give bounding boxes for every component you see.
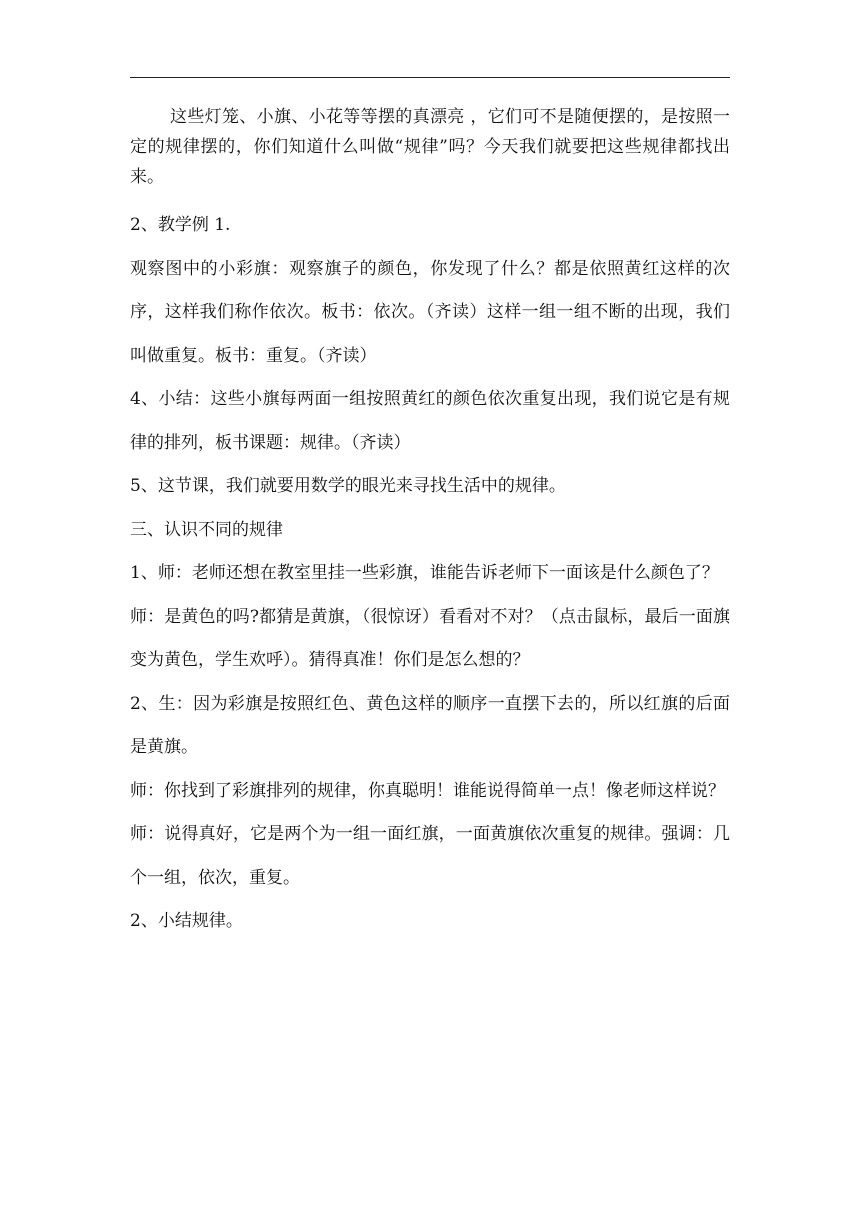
intro-paragraph: 这些灯笼、小旗、小花等等摆的真漂亮 ，它们可不是随便摆的，是按照一定的规律摆的，你们知道什么叫做“规律”吗？今天我们就要把这些规律都找出来。 [130, 107, 730, 187]
paragraph-observe-flags: 观察图中的小彩旗：观察旗子的颜色，你发现了什么？都是依照黄红这样的次序，这样我们称作依次。板书：依次。（齐读）这样一组一组不断的出现，我们叫做重复。板书：重复。（齐读） [130, 258, 730, 366]
paragraph-teacher-praise: 师：你找到了彩旗排列的规律，你真聪明！谁能说得简单一点！像老师这样说？ [130, 780, 725, 801]
paragraph-student-answer: 2、生：因为彩旗是按照红色、黄色这样的顺序一直摆下去的，所以红旗的后面是黄旗。 [130, 693, 730, 757]
paragraph-teacher-reveal: 师：是黄色的吗?都猜是黄旗，（很惊讶）看看对不对？（点击鼠标，最后一面旗变为黄色，学生欢呼）。猜得真准！你们是怎么想的？ [130, 606, 730, 670]
paragraph-summary-rule: 2、小结规律。 [130, 911, 243, 931]
paragraph-lesson-goal: 5、这节课，我们就要用数学的眼光来寻找生活中的规律。 [130, 476, 566, 496]
paragraph-teacher-question: 1、师：老师还想在教室里挂一些彩旗，谁能告诉老师下一面该是什么颜色了？ [130, 563, 719, 583]
paragraph-summary: 4、小结：这些小旗每两面一组按照黄红的颜色依次重复出现，我们说它是有规律的排列，板书课题：规律。（齐读） [130, 389, 730, 453]
header-rule [130, 77, 730, 78]
document-body [130, 102, 730, 944]
section-heading: 三、认识不同的规律 [130, 519, 283, 540]
paragraph-example-heading: 2、教学例 1. [130, 215, 231, 235]
paragraph-teacher-emphasis: 师：说得真好，它是两个为一组一面红旗，一面黄旗依次重复的规律。强调：几个一组，依次，重复。 [130, 824, 730, 888]
